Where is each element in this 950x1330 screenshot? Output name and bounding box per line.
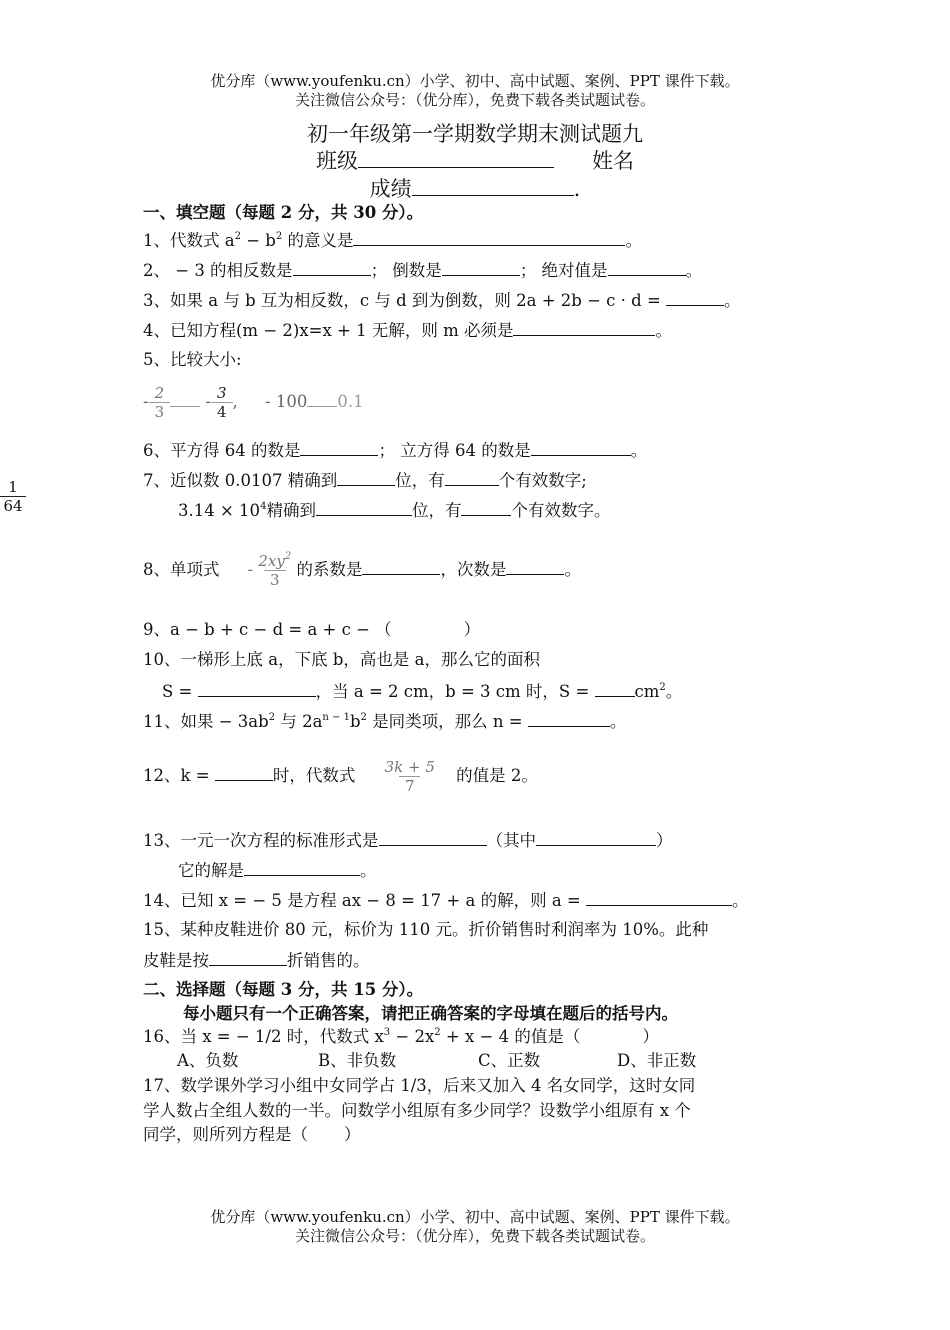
fraction-3-4: $\frac{3}{4}$	[211, 384, 233, 421]
q5-blank-1[interactable]	[170, 390, 200, 407]
score-label: 成绩	[369, 177, 412, 201]
class-name-line	[0, 147, 950, 175]
q10-blank-2[interactable]	[595, 680, 635, 697]
footer-line-1: 优分库（www.youfenku.cn）小学、初中、高中试题、案例、PPT 课件下载。	[210, 1208, 740, 1226]
q7-blank-2[interactable]	[445, 469, 499, 486]
q16-option-c[interactable]: C、正数	[478, 1051, 541, 1070]
section-1-heading: 一、填空题（每题 2 分，共 30 分）。	[143, 203, 424, 222]
q13-blank-1[interactable]	[379, 829, 487, 846]
q13-blank-3[interactable]	[244, 859, 360, 876]
q15-blank[interactable]	[209, 949, 287, 966]
header-line-2: 关注微信公众号：（优分库），免费下载各类试题试卷。	[294, 91, 655, 109]
question-10-line-1: 10、一梯形上底 a，下底 b，高也是 a，那么它的面积	[143, 650, 540, 669]
q3-blank[interactable]	[666, 289, 724, 306]
class-label: 班级	[316, 149, 358, 173]
question-1: 1、代数式 $a^2 - b^2$ 的意义是 。	[143, 231, 642, 250]
question-17-line-3: 同学，则所列方程是（ ）	[143, 1125, 361, 1144]
question-7-line-1: 7、近似数 0.0107 精确到 位，有 个有效数字;	[143, 471, 587, 490]
q8-blank-2[interactable]	[506, 558, 564, 575]
q16-options	[177, 1050, 696, 1072]
q7-blank-1[interactable]	[337, 469, 395, 486]
fraction-2-3: $\frac{2}{3}$	[149, 384, 171, 421]
q14-blank[interactable]	[586, 889, 732, 906]
score-blank[interactable]	[412, 179, 574, 196]
q10-blank-1[interactable]	[198, 680, 316, 697]
section-2-heading: 二、选择题（每题 3 分，共 15 分）。	[143, 980, 424, 999]
question-12: 12、k = 时，代数式 $\frac{3k + 5}{7}$ 的值是 2。	[143, 758, 538, 795]
question-13-line-1: 13、一元一次方程的标准形式是 （其中 ）	[143, 831, 673, 850]
question-14: 14、已知 x = − 5 是方程 ax − 8 = 17 + a 的解，则 a = 。	[143, 891, 749, 910]
name-label: 姓名	[592, 149, 634, 173]
score-line: 成绩 .	[369, 177, 581, 201]
side-fraction: 1 64	[0, 478, 26, 515]
header-line-1: 优分库（www.youfenku.cn）小学、初中、高中试题、案例、PPT 课件下载。	[210, 72, 740, 90]
question-17-line-2: 学人数占全组人数的一半。问数学小组原有多少同学？设数学小组原有 x 个	[143, 1101, 691, 1120]
class-blank[interactable]	[358, 151, 554, 168]
question-16: 16、当 x = − 1/2 时，代数式 $x^3 - 2x^2 + x - 4$ 的值是（ ）	[143, 1027, 659, 1046]
q16-option-a[interactable]: A、负数	[177, 1051, 239, 1070]
q12-blank[interactable]	[215, 764, 273, 781]
question-13-line-2: 它的解是 。	[178, 861, 377, 880]
question-7-line-2: $3.14 \times 10^4$精确到 位，有 个有效数字。	[178, 501, 611, 520]
question-3: 3、如果 a 与 b 互为相反数，c 与 d 到为倒数，则 2a + 2b − c · d = 。	[143, 291, 741, 310]
q6-blank-1[interactable]	[300, 439, 378, 456]
q16-option-b[interactable]: B、非负数	[318, 1051, 397, 1070]
q7-blank-3[interactable]	[316, 499, 412, 516]
q11-blank[interactable]	[528, 710, 610, 727]
q6-blank-2[interactable]	[531, 439, 631, 456]
q4-blank[interactable]	[513, 319, 655, 336]
q16-option-d[interactable]: D、非正数	[617, 1051, 697, 1070]
page-title: 初一年级第一学期数学期末测试题九	[307, 122, 643, 146]
q1-blank[interactable]	[353, 229, 625, 246]
question-6: 6、平方得 64 的数是 ； 立方得 64 的数是 。	[143, 441, 648, 460]
q13-blank-2[interactable]	[536, 829, 656, 846]
fraction-3k5-7: $\frac{3k + 5}{7}$	[384, 758, 435, 795]
q2-blank-2[interactable]	[442, 259, 520, 276]
section-2-note: 每小题只有一个正确答案，请把正确答案的字母填在题后的括号内。	[183, 1004, 678, 1023]
question-17-line-1: 17、数学课外学习小组中女同学占 1/3，后来又加入 4 名女同学，这时女同	[143, 1076, 696, 1095]
question-10-line-2: S = ，当 a = 2 cm，b = 3 cm 时，$S = cm^2$。	[162, 682, 683, 701]
q5-comparisons: - $\frac{2}{3}$ - $\frac{3}{4}$ , - 100 0.1	[143, 384, 364, 421]
question-5: 5、比较大小:	[143, 350, 242, 369]
question-4: 4、已知方程(m − 2)x=x + 1 无解，则 m 必须是 。	[143, 321, 672, 340]
q2-blank-3[interactable]	[608, 259, 686, 276]
footer-line-2: 关注微信公众号：（优分库），免费下载各类试题试卷。	[294, 1227, 655, 1245]
question-15-line-2: 皮鞋是按 折销售的。	[143, 951, 370, 970]
question-15-line-1: 15、某种皮鞋进价 80 元，标价为 110 元。折价销售时利润率为 10%。此种	[143, 920, 709, 939]
question-11: 11、如果 − $3ab^2$ 与 $2a^{n - 1}b^2$ 是同类项，那么 n = 。	[143, 712, 627, 731]
question-9: 9、a − b + c − d = a + c − （ ）	[143, 620, 481, 639]
fraction-2xy2-3: $\frac{2xy^2}{3}$	[258, 551, 292, 589]
question-2: 2、 − 3 的相反数是 ； 倒数是 ； 绝对值是 。	[143, 261, 703, 280]
q8-blank-1[interactable]	[362, 558, 440, 575]
q5-blank-2[interactable]	[307, 390, 337, 407]
question-8: 8、单项式 - $\frac{2xy^2}{3}$ 的系数是 ，次数是 。	[143, 551, 581, 589]
q2-blank-1[interactable]	[293, 259, 371, 276]
q7-blank-4[interactable]	[461, 499, 511, 516]
